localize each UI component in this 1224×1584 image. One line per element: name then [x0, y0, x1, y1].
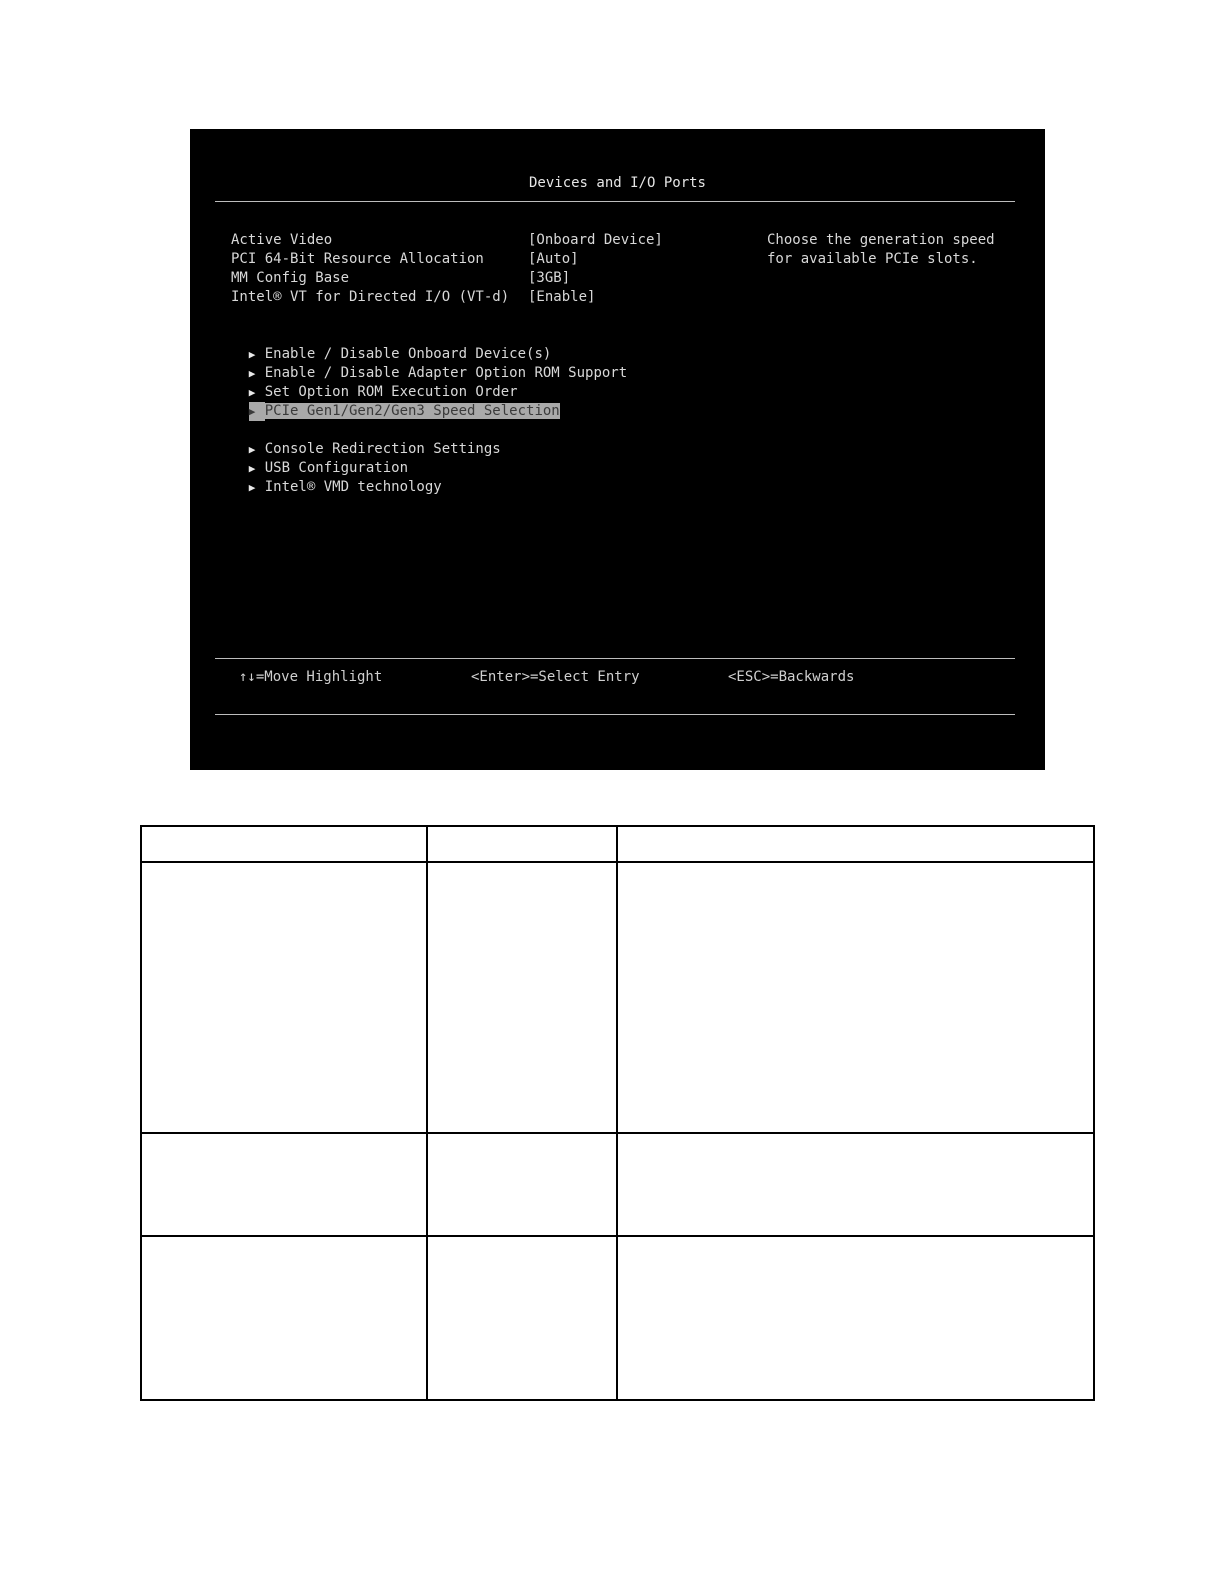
menu-item-label: Console Redirection Settings: [264, 441, 501, 457]
menu-item-label: Enable / Disable Adapter Option ROM Support: [264, 365, 628, 381]
footer-top-divider: [215, 658, 1015, 659]
right-triangle-icon: ▶: [248, 462, 256, 475]
menu-item-usb-configuration[interactable]: [215, 440, 409, 476]
setting-value-mm-config-base[interactable]: [3GB]: [528, 270, 571, 286]
table-header-cell: [141, 826, 427, 862]
table-cell: [427, 1236, 617, 1400]
table-header-cell: [427, 826, 617, 862]
menu-item-intel-vmd[interactable]: [215, 459, 442, 495]
menu-item-option-rom-order[interactable]: [215, 364, 518, 400]
footer-bottom-divider: [215, 714, 1015, 715]
table-header-row: [141, 826, 1094, 862]
right-triangle-icon: ▶: [248, 443, 256, 456]
setting-label-vt-d[interactable]: Intel® VT for Directed I/O (VT-d): [231, 289, 510, 305]
table-cell: [617, 1133, 1094, 1236]
footer-move-highlight: ↑↓=Move Highlight: [239, 669, 383, 685]
table-header-cell: [617, 826, 1094, 862]
header-divider: [215, 201, 1015, 202]
setting-label-mm-config-base[interactable]: MM Config Base: [231, 270, 350, 286]
menu-item-onboard-devices[interactable]: [215, 326, 552, 362]
menu-item-label: Set Option ROM Execution Order: [264, 384, 518, 400]
setting-label-pci-64bit[interactable]: PCI 64-Bit Resource Allocation: [231, 251, 484, 267]
menu-item-console-redirection[interactable]: [215, 421, 501, 457]
table-cell: [427, 862, 617, 1133]
menu-item-label: USB Configuration: [264, 460, 409, 476]
help-text: Choose the generation speed for available PCIe slots.: [767, 232, 995, 267]
setting-label-active-video[interactable]: Active Video: [231, 232, 333, 248]
right-triangle-icon: ▶: [248, 367, 256, 380]
table-cell: [141, 1133, 427, 1236]
footer-select-entry: <Enter>=Select Entry: [471, 669, 640, 685]
table-row: [141, 1236, 1094, 1400]
settings-description-table: [140, 825, 1095, 1401]
menu-item-label: Intel® VMD technology: [264, 479, 442, 495]
table-row: [141, 862, 1094, 1133]
screen-title: Devices and I/O Ports: [528, 175, 706, 191]
footer-backwards: <ESC>=Backwards: [728, 669, 855, 685]
menu-item-label: Enable / Disable Onboard Device(s): [264, 346, 552, 362]
bios-screen: [190, 129, 1045, 770]
table-cell: [427, 1133, 617, 1236]
table-cell: [617, 1236, 1094, 1400]
setting-value-vt-d[interactable]: [Enable]: [528, 289, 596, 305]
menu-item-pcie-speed-selection[interactable]: [215, 383, 560, 419]
right-triangle-icon: ▶: [249, 402, 265, 421]
menu-item-adapter-option-rom[interactable]: [215, 345, 628, 381]
right-triangle-icon: ▶: [248, 348, 256, 361]
setting-value-pci-64bit[interactable]: [Auto]: [528, 251, 579, 267]
setting-value-active-video[interactable]: [Onboard Device]: [528, 232, 663, 248]
right-triangle-icon: ▶: [248, 386, 256, 399]
table-cell: [141, 1236, 427, 1400]
table-row: [141, 1133, 1094, 1236]
right-triangle-icon: ▶: [248, 481, 256, 494]
table-cell: [617, 862, 1094, 1133]
menu-item-label: PCIe Gen1/Gen2/Gen3 Speed Selection: [264, 403, 560, 419]
table-cell: [141, 862, 427, 1133]
